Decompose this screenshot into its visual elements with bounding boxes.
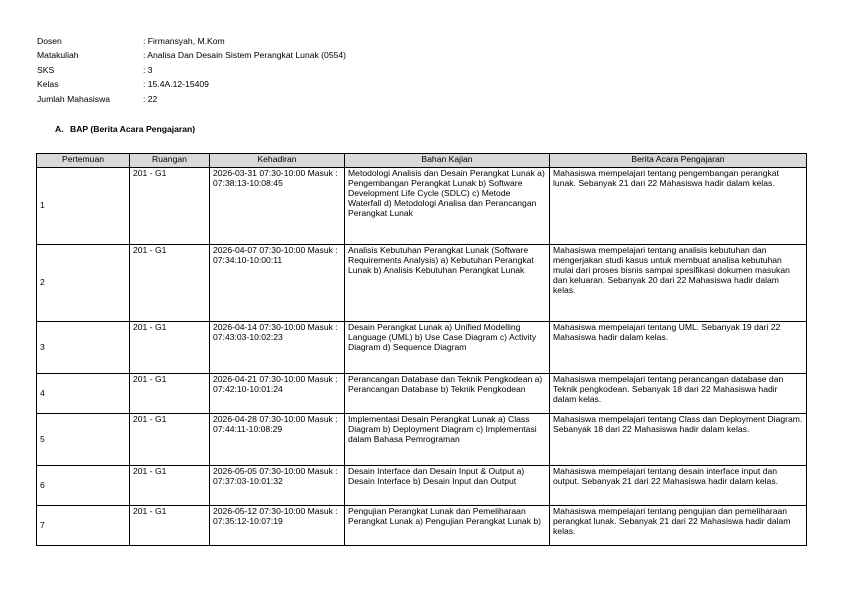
cell-berita-acara: Mahasiswa mempelajari tentang Class dan Deployment Diagram. Sebanyak 18 dari 22 Mahasiswa hadir dalam kelas. — [550, 414, 807, 466]
cell-berita-acara: Mahasiswa mempelajari tentang pengembangan perangkat lunak. Sebanyak 21 dari 22 Mahasiswa hadir dalam kelas. — [550, 168, 807, 245]
section-heading — [55, 125, 195, 135]
info-value: : Firmansyah, M.Kom — [143, 36, 225, 46]
header-berita-acara: Berita Acara Pengajaran — [550, 154, 807, 168]
section-title: BAP (Berita Acara Pengajaran) — [70, 124, 196, 134]
info-label: Dosen — [37, 36, 62, 46]
cell-ruangan: 201 - G1 — [130, 245, 210, 322]
table-row — [37, 245, 807, 322]
cell-kehadiran: 2026-05-12 07:30-10:00 Masuk : 07:35:12-10:07:19 — [210, 506, 345, 546]
info-label: Jumlah Mahasiswa — [37, 93, 111, 104]
cell-ruangan: 201 - G1 — [130, 168, 210, 245]
info-value: : 22 — [143, 93, 158, 104]
cell-berita-acara: Mahasiswa mempelajari tentang desain interface input dan output. Sebanyak 21 dari 22 Mahasiswa hadir dalam kelas. — [550, 466, 807, 506]
cell-kehadiran: 2026-05-05 07:30-10:00 Masuk : 07:37:03-10:01:32 — [210, 466, 345, 506]
table-row — [37, 168, 807, 245]
cell-bahan-kajian: Metodologi Analisis dan Desain Perangkat Lunak a) Pengembangan Perangkat Lunak b) Software Development Life Cycle (SDLC) c) Metode Waterfall d) Metodologi Analisa dan Perancangan Perangkat Lunak — [345, 168, 550, 245]
course-info — [37, 37, 346, 109]
cell-bahan-kajian: Implementasi Desain Perangkat Lunak a) Class Diagram b) Deployment Diagram c) Implementasi dalam Bahasa Pemrograman — [345, 414, 550, 466]
cell-kehadiran: 2026-04-07 07:30-10:00 Masuk : 07:34:10-10:00:11 — [210, 245, 345, 322]
cell-kehadiran: 2026-04-28 07:30-10:00 Masuk : 07:44:11-10:08:29 — [210, 414, 345, 466]
cell-berita-acara: Mahasiswa mempelajari tentang pengujian dan pemeliharaan perangkat lunak. Sebanyak 21 dari 22 Mahasiswa hadir dalam kelas. — [550, 506, 807, 546]
cell-pertemuan: 7 — [37, 506, 130, 546]
cell-pertemuan: 1 — [37, 168, 130, 245]
table-row — [37, 322, 807, 374]
cell-bahan-kajian: Perancangan Database dan Teknik Pengkodean a) Perancangan Database b) Teknik Pengkodean — [345, 374, 550, 414]
header-pertemuan: Pertemuan — [37, 154, 130, 168]
cell-berita-acara: Mahasiswa mempelajari tentang analisis kebutuhan dan mengerjakan studi kasus untuk membuat analisa kebutuhan mulai dari proses bisnis sampai spesifikasi dokumen masukan dan keluaran. Sebanyak 20 dari 22 Mahasiswa hadir dalam kelas. — [550, 245, 807, 322]
cell-ruangan: 201 - G1 — [130, 506, 210, 546]
header-kehadiran: Kehadiran — [210, 154, 345, 168]
info-row-sks — [37, 66, 346, 80]
bap-table — [36, 153, 807, 546]
cell-ruangan: 201 - G1 — [130, 374, 210, 414]
cell-kehadiran: 2026-03-31 07:30-10:00 Masuk : 07:38:13-10:08:45 — [210, 168, 345, 245]
cell-pertemuan: 2 — [37, 245, 130, 322]
header-ruangan: Ruangan — [130, 154, 210, 168]
info-value: : Analisa Dan Desain Sistem Perangkat Lunak (0554) — [143, 50, 347, 61]
table-row — [37, 506, 807, 546]
table-row — [37, 466, 807, 506]
cell-pertemuan: 5 — [37, 414, 130, 466]
cell-pertemuan: 3 — [37, 322, 130, 374]
cell-ruangan: 201 - G1 — [130, 414, 210, 466]
cell-kehadiran: 2026-04-14 07:30-10:00 Masuk : 07:43:03-10:02:23 — [210, 322, 345, 374]
header-bahan-kajian: Bahan Kajian — [345, 154, 550, 168]
cell-berita-acara: Mahasiswa mempelajari tentang UML. Sebanyak 19 dari 22 Mahasiswa hadir dalam kelas. — [550, 322, 807, 374]
cell-berita-acara: Mahasiswa mempelajari tentang perancangan database dan Teknik pengkodean. Sebanyak 18 dari 22 Mahasiswa hadir dalam kelas. — [550, 374, 807, 414]
cell-ruangan: 201 - G1 — [130, 466, 210, 506]
info-row-jumlah-mahasiswa — [37, 95, 346, 109]
info-value: : 3 — [143, 64, 153, 75]
info-row-matakuliah — [37, 51, 346, 65]
cell-pertemuan: 6 — [37, 466, 130, 506]
table-header-row — [37, 154, 807, 168]
info-row-dosen — [37, 37, 346, 51]
cell-bahan-kajian: Analisis Kebutuhan Perangkat Lunak (Software Requirements Analysis) a) Kebutuhan Perangkat Lunak b) Analisis Kebutuhan Perangkat Lunak — [345, 245, 550, 322]
info-label: Matakuliah — [37, 50, 79, 61]
cell-bahan-kajian: Desain Perangkat Lunak a) Unified Modelling Language (UML) b) Use Case Diagram c) Activity Diagram d) Sequence Diagram — [345, 322, 550, 374]
info-label: SKS — [37, 64, 55, 75]
table-row — [37, 414, 807, 466]
info-row-kelas — [37, 80, 346, 94]
info-label: Kelas — [37, 79, 59, 90]
table-row — [37, 374, 807, 414]
cell-ruangan: 201 - G1 — [130, 322, 210, 374]
cell-bahan-kajian: Desain Interface dan Desain Input & Output a) Desain Interface b) Desain Input dan Output — [345, 466, 550, 506]
cell-pertemuan: 4 — [37, 374, 130, 414]
cell-bahan-kajian: Pengujian Perangkat Lunak dan Pemeliharaan Perangkat Lunak a) Pengujian Perangkat Lunak b) — [345, 506, 550, 546]
cell-kehadiran: 2026-04-21 07:30-10:00 Masuk : 07:42:10-10:01:24 — [210, 374, 345, 414]
info-value: : 15.4A.12-15409 — [143, 79, 209, 90]
section-letter: A. — [55, 124, 64, 134]
